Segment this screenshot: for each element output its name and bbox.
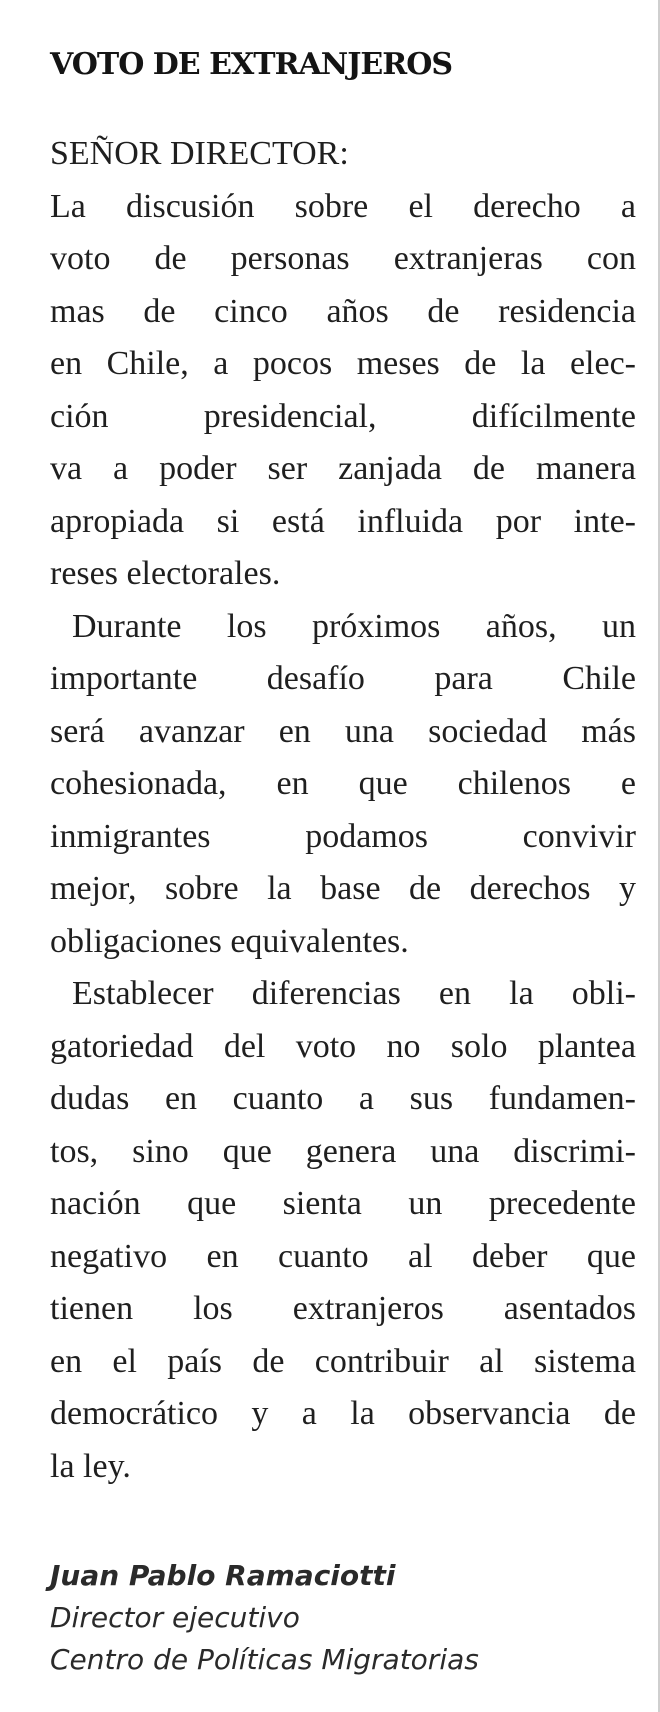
author-name: Juan Pablo Ramaciotti	[50, 1559, 396, 1592]
paragraph-2	[50, 601, 636, 969]
paragraph-line: La discusión sobre el derecho a	[50, 187, 636, 225]
paragraph-line: mejor, sobre la base de derechos y	[50, 870, 636, 907]
paragraph-line: Durante los próximos años, un	[72, 607, 636, 645]
letter-headline: VOTO DE EXTRANJEROS	[50, 47, 452, 82]
paragraph-line: inmigrantes podamos convivir	[50, 817, 636, 855]
paragraph-line: apropiada si está influida por inte-	[50, 502, 636, 540]
paragraph-line: ción presidencial, difícilmente	[50, 397, 636, 435]
author-role: Director ejecutivo	[50, 1601, 300, 1634]
letter-signature	[50, 1555, 636, 1681]
letter-to-editor	[50, 38, 636, 1681]
paragraph-line: en Chile, a pocos meses de la elec-	[50, 345, 636, 382]
paragraph-line: en el país de contribuir al sistema	[50, 1342, 636, 1380]
paragraph-line: será avanzar en una sociedad más	[50, 712, 636, 750]
paragraph-line: Establecer diferencias en la obli-	[72, 975, 636, 1012]
paragraph-line: cohesionada, en que chilenos e	[50, 765, 636, 802]
paragraph-line: tos, sino que genera una discrimi-	[50, 1132, 636, 1170]
paragraph-line: la ley.	[50, 1447, 131, 1485]
letter-salutation: SEÑOR DIRECTOR:	[50, 135, 349, 172]
paragraph-line: gatoriedad del voto no solo plantea	[50, 1027, 636, 1065]
paragraph-line: obligaciones equivalentes.	[50, 922, 409, 960]
paragraph-line: democrático y a la observancia de	[50, 1395, 636, 1432]
paragraph-line: voto de personas extranjeras con	[50, 240, 636, 277]
paragraph-line: dudas en cuanto a sus fundamen-	[50, 1080, 636, 1117]
paragraph-1	[50, 181, 636, 601]
paragraph-line: va a poder ser zanjada de manera	[50, 450, 636, 487]
paragraph-line: tienen los extranjeros asentados	[50, 1290, 636, 1327]
author-organization: Centro de Políticas Migratorias	[50, 1643, 479, 1676]
paragraph-3	[50, 968, 636, 1493]
paragraph-line: negativo en cuanto al deber que	[50, 1237, 636, 1275]
paragraph-line: reses electorales.	[50, 555, 281, 592]
paragraph-line: importante desafío para Chile	[50, 660, 636, 697]
paragraph-line: nación que sienta un precedente	[50, 1185, 636, 1222]
paragraph-line: mas de cinco años de residencia	[50, 292, 636, 330]
